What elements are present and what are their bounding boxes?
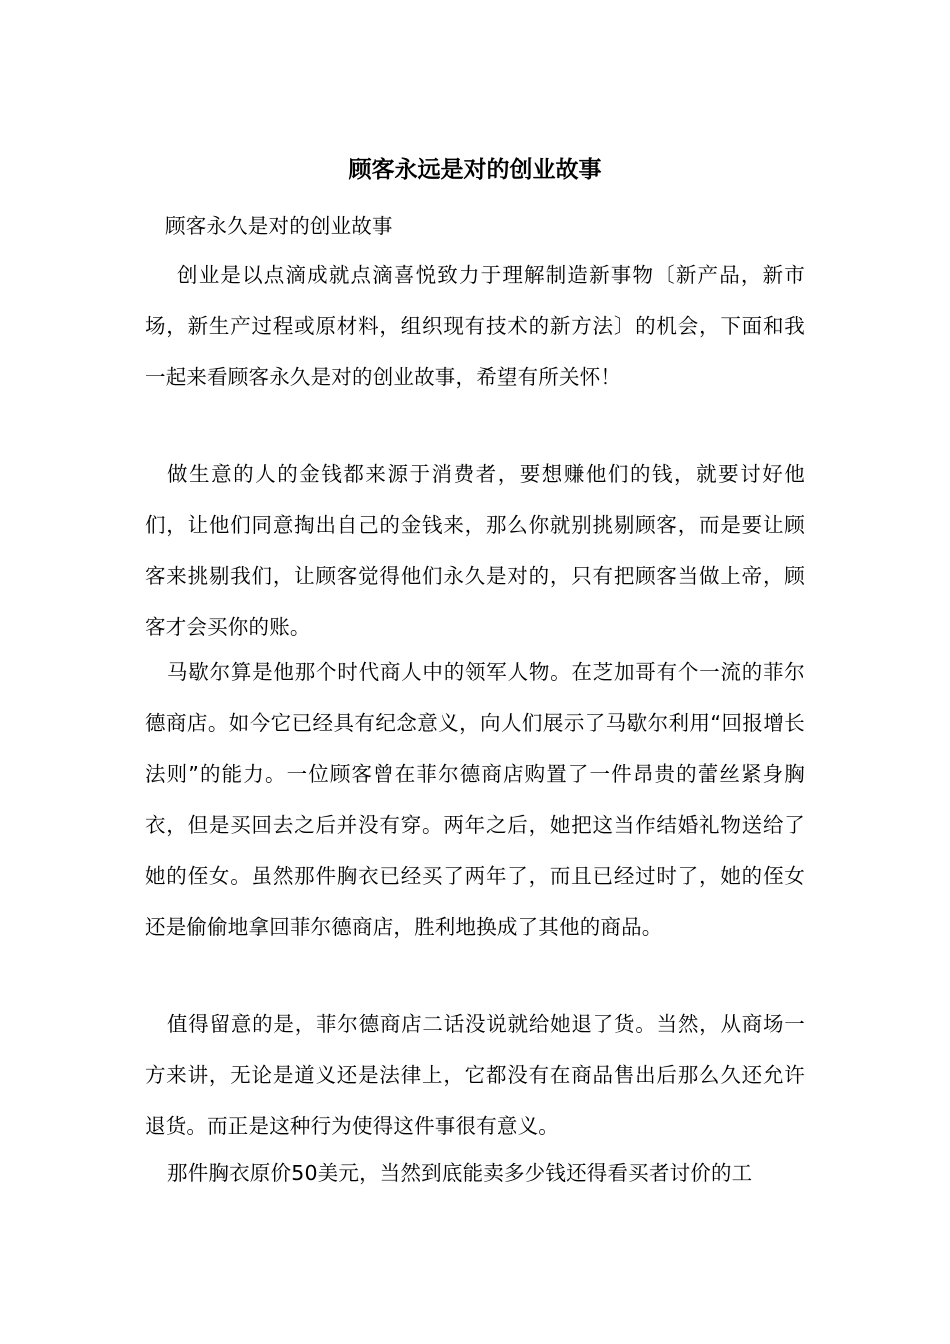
paragraph-marshall-field: 马歇尔算是他那个时代商人中的领军人物。在芝加哥有个一流的菲尔德商店。如今它已经具有纪念意义，向人们展示了马歇尔利用“回报增长法则”的能力。一位顾客曾在菲尔德商店购置了一件昂贵的蕾丝紧身胸衣，但是买回去之后并没有穿。两年之后，她把这当作结婚礼物送给了她的侄女。虽然那件胸衣已经买了两年了，而且已经过时了，她的侄女还是偷偷地拿回菲尔德商店，胜利地换成了其他的商品。 <box>145 660 805 939</box>
paragraph-return-policy: 值得留意的是，菲尔德商店二话没说就给她退了货。当然，从商场一方来讲，无论是道义还是法律上，它都没有在商品售出后那么久还允许退货。而正是这种行为使得这件事很有意义。 <box>145 1012 805 1138</box>
document-subtitle: 顾客永久是对的创业故事 <box>165 214 393 238</box>
paragraph-intro: 创业是以点滴成就点滴喜悦致力于理解制造新事物〔新产品，新市场，新生产过程或原材料，组织现有技术的新方法〕的机会，下面和我一起来看顾客永久是对的创业故事，希望有所关怀！ <box>145 263 805 389</box>
paragraph-customers: 做生意的人的金钱都来源于消费者，要想赚他们的钱，就要讨好他们，让他们同意掏出自己的金钱来，那么你就别挑剔顾客，而是要让顾客来挑剔我们，让顾客觉得他们永久是对的，只有把顾客当做上帝，顾客才会买你的账。 <box>145 462 805 639</box>
document-title: 顾客永远是对的创业故事 <box>348 156 602 183</box>
paragraph-price: 那件胸衣原价50美元，当然到底能卖多少钱还得看买者讨价的工 <box>167 1161 753 1185</box>
